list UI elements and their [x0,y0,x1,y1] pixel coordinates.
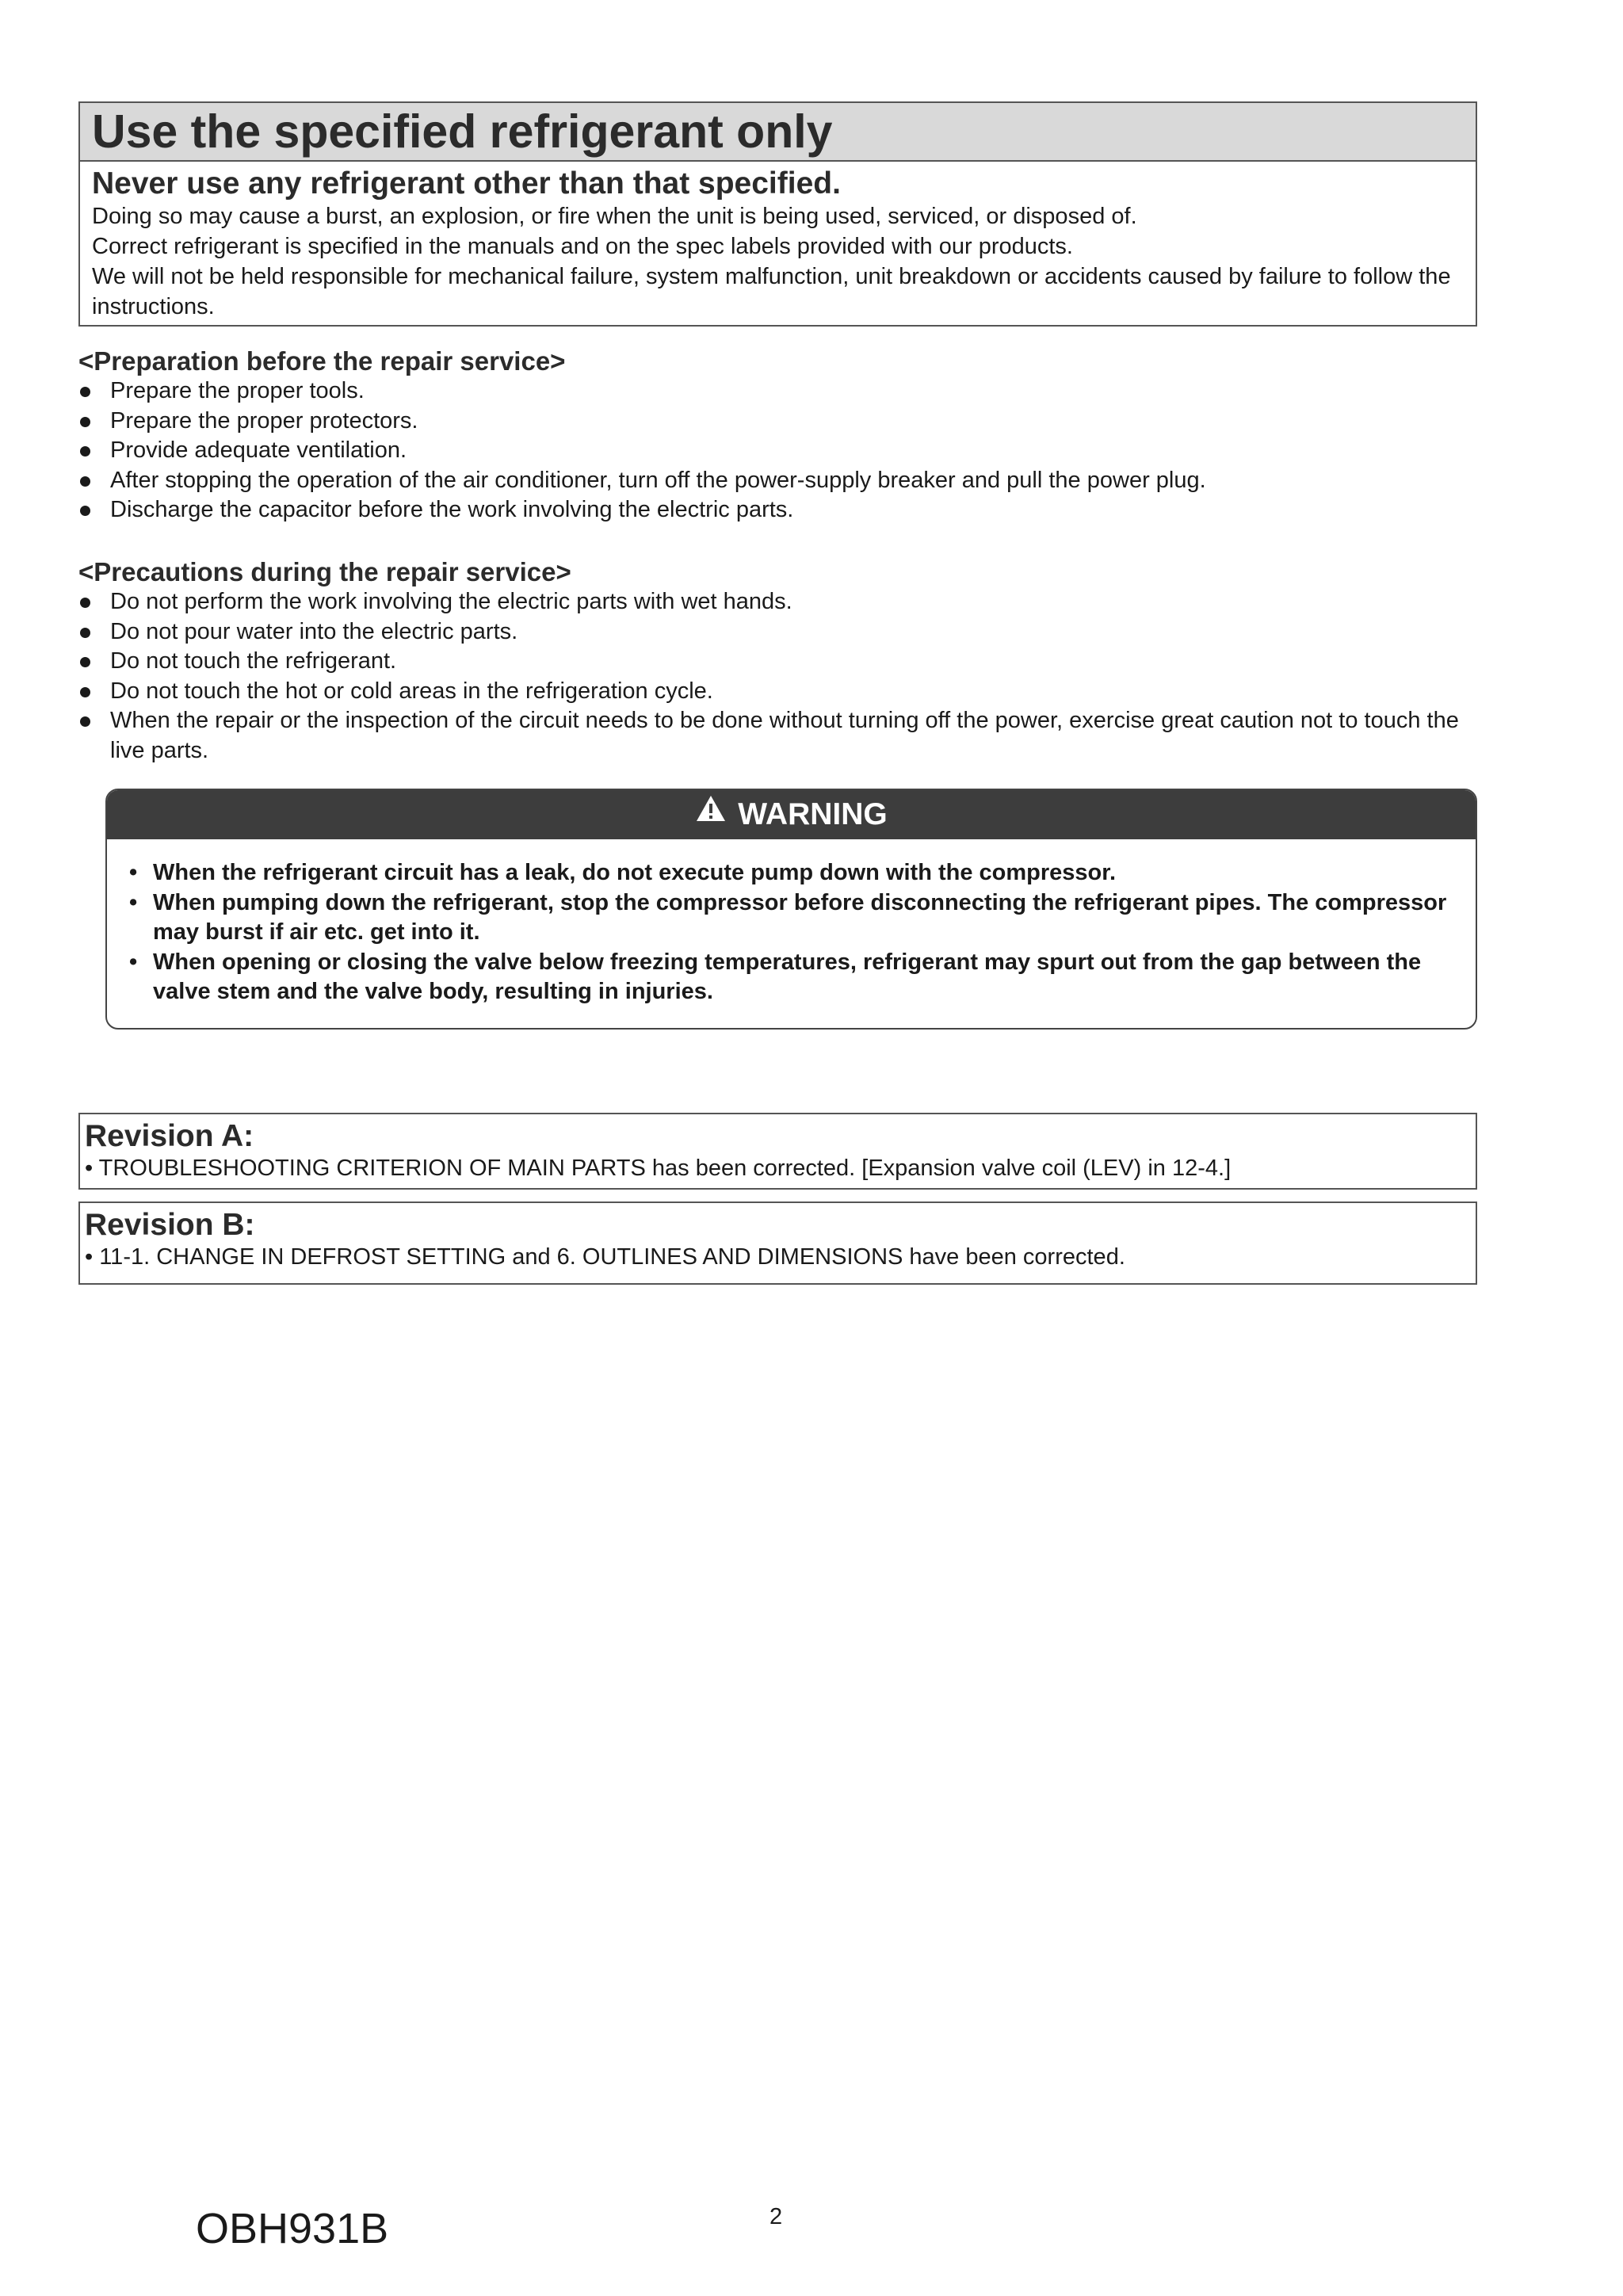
list-item: After stopping the operation of the air conditioner, turn off the power-supply breaker and pull the power plug. [78,466,1481,496]
bullet-icon [80,598,90,608]
list-item: When the repair or the inspection of the circuit needs to be done without turning off the power, exercise great caution not to touch the live parts. [78,706,1481,766]
revision-a-box [78,1113,1477,1190]
bullet-icon [80,687,90,697]
warning-header [107,790,1476,839]
preparation-heading: <Preparation before the repair service> [78,346,566,376]
preparation-section [78,346,1481,525]
bullet-icon [80,657,90,667]
list-item: Prepare the proper protectors. [78,407,1481,437]
warning-item: • When pumping down the refrigerant, stop the compressor before disconnecting the refrigerant pipes. The compressor may burst if air etc. get into it. [129,889,1447,945]
list-item: Do not perform the work involving the electric parts with wet hands. [78,587,1481,617]
notice-body [80,201,1476,322]
warning-list [107,858,1476,1007]
notice-line: Correct refrigerant is specified in the manuals and on the spec labels provided with our products. [92,234,1073,259]
precautions-section [78,557,1481,766]
bullet-icon [80,387,90,397]
revision-text: • TROUBLESHOOTING CRITERION OF MAIN PARTS has been corrected. [Expansion valve coil (LEV) in 12-4.] [85,1156,1232,1181]
precautions-heading: <Precautions during the repair service> [78,557,571,586]
bullet-icon [80,716,90,727]
notice-title: Use the specified refrigerant only [80,103,1476,162]
warning-label: WARNING [738,797,888,831]
warning-triangle-icon [695,789,727,838]
preparation-list [78,376,1481,525]
revision-text: • 11-1. CHANGE IN DEFROST SETTING and 6. OUTLINES AND DIMENSIONS have been corrected. [85,1244,1125,1270]
refrigerant-notice-box [78,101,1477,327]
list-item: Do not touch the refrigerant. [78,647,1481,677]
list-item: Provide adequate ventilation. [78,436,1481,466]
notice-subtitle: Never use any refrigerant other than that specified. [92,166,841,201]
list-item: Do not touch the hot or cold areas in the refrigeration cycle. [78,677,1481,707]
list-item: Discharge the capacitor before the work involving the electric parts. [78,495,1481,525]
notice-line: We will not be held responsible for mechanical failure, system malfunction, unit breakdown or accidents caused by failure to follow the instructions. [92,264,1451,319]
warning-item: • When the refrigerant circuit has a leak, do not execute pump down with the compressor. [129,860,1117,885]
bullet-icon [80,446,90,457]
notice-line: Doing so may cause a burst, an explosion, or fire when the unit is being used, serviced, or disposed of. [92,204,1137,229]
warning-box [105,789,1477,1030]
revision-b-box [78,1201,1477,1285]
document-code: OBH931B [196,2205,389,2252]
revision-title: Revision B: [85,1208,255,1242]
list-item: Prepare the proper tools. [78,376,1481,407]
bullet-icon [80,476,90,487]
list-item: Do not pour water into the electric parts. [78,617,1481,648]
bullet-icon [80,417,90,427]
warning-item: • When opening or closing the valve below freezing temperatures, refrigerant may spurt out from the gap between the valve stem and the valve body, resulting in injuries. [129,949,1422,1004]
precautions-list [78,587,1481,766]
bullet-icon [80,628,90,638]
page-number: 2 [769,2204,783,2229]
revision-title: Revision A: [85,1119,254,1153]
bullet-icon [80,506,90,516]
